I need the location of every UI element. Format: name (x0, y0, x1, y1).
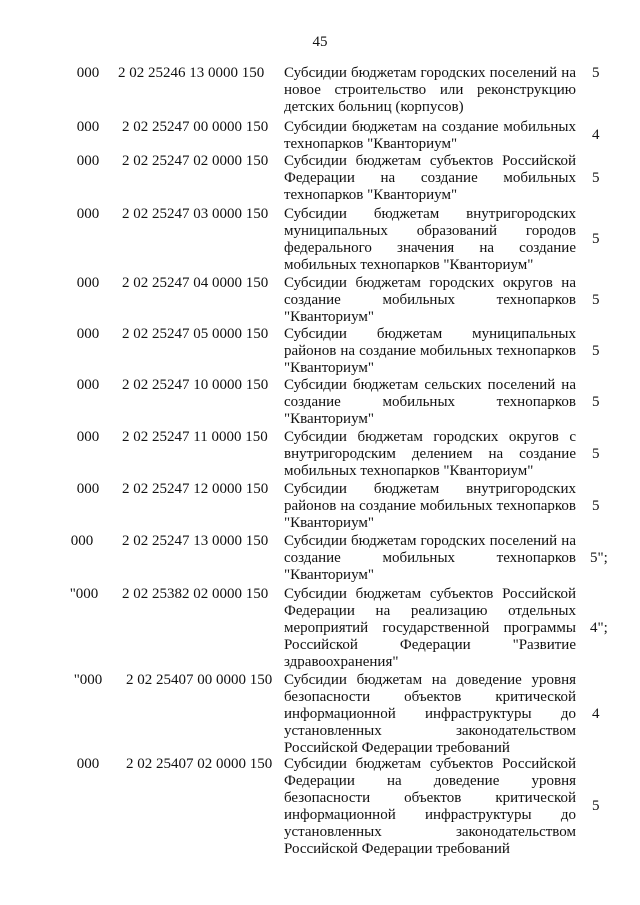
kbk-code: 2 02 25247 13 0000 150 (122, 533, 269, 549)
description-line: здравоохранения" (284, 654, 399, 670)
description-line: Субсидии бюджетам субъектов Российской (284, 586, 576, 602)
description-line: "Кванториум" (284, 567, 374, 583)
description-line: установленных законодательством (284, 723, 576, 739)
kbk-code: 2 02 25247 04 0000 150 (122, 275, 269, 291)
description-line: Субсидии бюджетам муниципальных (284, 326, 576, 342)
description-line: Российской Федерации требований (284, 740, 510, 756)
description-line: создание мобильных технопарков (284, 550, 576, 566)
income-description (284, 65, 576, 116)
kbk-code: 2 02 25247 02 0000 150 (122, 153, 269, 169)
income-description (284, 429, 576, 480)
row-value: 5 (592, 170, 600, 186)
description-line: Субсидии бюджетам на создание мобильных (284, 119, 576, 135)
description-line: мобильных технопарков "Кванториум" (284, 463, 534, 479)
description-line: "Кванториум" (284, 309, 374, 325)
description-line: "Кванториум" (284, 411, 374, 427)
description-line: Федерации на создание мобильных (284, 170, 576, 186)
admin-code: 000 (76, 481, 100, 497)
income-description (284, 377, 576, 428)
description-line: Российской Федерации "Развитие (284, 637, 576, 653)
admin-code: 000 (76, 377, 100, 393)
description-line: технопарков "Кванториум" (284, 136, 458, 152)
income-description (284, 326, 576, 377)
admin-code: 000 (76, 275, 100, 291)
admin-code: 000 (70, 533, 94, 549)
description-line: безопасности объектов критической (284, 790, 576, 806)
kbk-code: 2 02 25246 13 0000 150 (118, 65, 265, 81)
row-value: 5 (592, 231, 600, 247)
description-line: "Кванториум" (284, 515, 374, 531)
admin-code: 000 (76, 206, 100, 222)
income-description (284, 275, 576, 326)
kbk-code: 2 02 25382 02 0000 150 (122, 586, 269, 602)
description-line: федерального значения на создание (284, 240, 576, 256)
description-line: "Кванториум" (284, 360, 374, 376)
income-description (284, 481, 576, 532)
description-line: безопасности объектов критической (284, 689, 576, 705)
description-line: создание мобильных технопарков (284, 292, 576, 308)
income-description (284, 533, 576, 584)
description-line: мобильных технопарков "Кванториум" (284, 257, 534, 273)
admin-code: 000 (76, 65, 100, 81)
description-line: Субсидии бюджетам внутригородских (284, 206, 576, 222)
row-value: 4 (592, 706, 600, 722)
admin-code: 000 (76, 326, 100, 342)
description-line: создание мобильных технопарков (284, 394, 576, 410)
description-line: Субсидии бюджетам сельских поселений на (284, 377, 576, 393)
income-description (284, 153, 576, 204)
description-line: Субсидии бюджетам городских поселений на (284, 533, 576, 549)
row-value: 5 (592, 65, 600, 81)
kbk-code: 2 02 25247 00 0000 150 (122, 119, 269, 135)
row-value: 5 (592, 446, 600, 462)
kbk-code: 2 02 25247 05 0000 150 (122, 326, 269, 342)
row-value: 4"; (590, 620, 608, 636)
row-value: 5 (592, 292, 600, 308)
admin-code: "000 (69, 586, 99, 602)
description-line: детских больниц (корпусов) (284, 99, 464, 115)
description-line: Субсидии бюджетам на доведение уровня (284, 672, 576, 688)
description-line: внутригородским делением на создание (284, 446, 576, 462)
description-line: Субсидии бюджетам городских округов с (284, 429, 576, 445)
description-line: Субсидии бюджетам субъектов Российской (284, 756, 576, 772)
income-description (284, 756, 576, 858)
description-line: Федерации на реализацию отдельных (284, 603, 576, 619)
description-line: районов на создание мобильных технопарков (284, 498, 576, 514)
row-value: 5 (592, 343, 600, 359)
description-line: установленных законодательством (284, 824, 576, 840)
description-line: новое строительство или реконструкцию (284, 82, 576, 98)
admin-code: 000 (76, 429, 100, 445)
income-description (284, 586, 576, 671)
description-line: технопарков "Кванториум" (284, 187, 458, 203)
description-line: информационной инфраструктуры до (284, 706, 576, 722)
row-value: 5 (592, 798, 600, 814)
kbk-code: 2 02 25247 03 0000 150 (122, 206, 269, 222)
admin-code: "000 (73, 672, 103, 688)
kbk-code: 2 02 25247 12 0000 150 (122, 481, 269, 497)
description-line: Субсидии бюджетам городских округов на (284, 275, 576, 291)
kbk-code: 2 02 25407 00 0000 150 (126, 672, 273, 688)
description-line: Субсидии бюджетам городских поселений на (284, 65, 576, 81)
income-description (284, 672, 576, 757)
description-line: муниципальных образований городов (284, 223, 576, 239)
description-line: Субсидии бюджетам субъектов Российской (284, 153, 576, 169)
admin-code: 000 (76, 153, 100, 169)
kbk-code: 2 02 25247 11 0000 150 (122, 429, 268, 445)
description-line: мероприятий государственной программы (284, 620, 576, 636)
row-value: 5 (592, 394, 600, 410)
kbk-code: 2 02 25407 02 0000 150 (126, 756, 273, 772)
admin-code: 000 (76, 119, 100, 135)
row-value: 4 (592, 127, 600, 143)
description-line: районов на создание мобильных технопарков (284, 343, 576, 359)
income-description (284, 206, 576, 274)
description-line: Субсидии бюджетам внутригородских (284, 481, 576, 497)
income-description (284, 119, 576, 153)
description-line: Федерации на доведение уровня (284, 773, 576, 789)
row-value: 5 (592, 498, 600, 514)
admin-code: 000 (76, 756, 100, 772)
description-line: Российской Федерации требований (284, 841, 510, 857)
kbk-code: 2 02 25247 10 0000 150 (122, 377, 269, 393)
description-line: информационной инфраструктуры до (284, 807, 576, 823)
row-value: 5"; (590, 550, 608, 566)
page-number: 45 (312, 34, 328, 50)
